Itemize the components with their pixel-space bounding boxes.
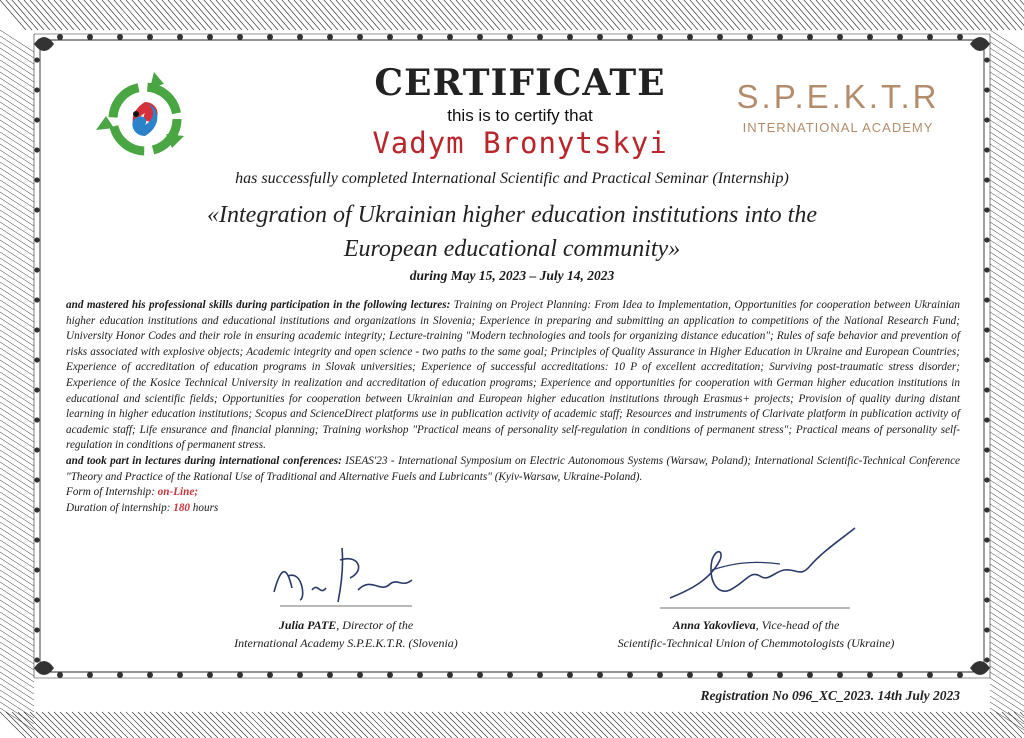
lectures-paragraph: [66, 298, 960, 454]
registration-number: Registration No 096_XC_2023. 14th July 2023: [700, 688, 960, 703]
left-signer: [196, 616, 496, 652]
recycle-arrows-logo-icon: [92, 66, 198, 172]
left-signer-name: Julia PATE: [278, 618, 337, 632]
left-signer-line-1: [196, 616, 496, 634]
duration-value: 180: [173, 501, 190, 514]
right-signer: [586, 616, 926, 652]
right-signer-name: Anna Yakovlieva: [672, 618, 756, 632]
seminar-title-line-1: «Integration of Ukrainian higher education institutions into the: [207, 202, 817, 228]
conferences-paragraph: [66, 454, 960, 485]
certify-line: this is to certify that: [447, 106, 593, 125]
academy-brand: [720, 78, 956, 135]
form-value: on-Line;: [157, 486, 199, 499]
recipient-name: Vadym Bronytskyi: [372, 126, 668, 160]
right-signer-org: Scientific-Technical Union of Chemmotologists (Ukraine): [617, 636, 895, 650]
internship-form: [66, 485, 960, 501]
form-label: Form of Internship:: [66, 486, 155, 499]
academy-name: S.P.E.K.T.R: [736, 78, 940, 115]
internship-duration: [66, 501, 960, 517]
lectures-list: Training on Project Planning: From Idea to Implementation, Opportunities for cooperation between Ukrainian higher education institutions and educational institutions and organizations in Slovenia; Experience in preparing and submitting an application to competitions of the National Research Fund; University Honor Codes and their role in ensuring academic integrity; Lecture-training "Modern technologies and tools for organizing distance education"; Rules of safe behavior and prevention of risks associated with explosive objects; Academic integrity and open science - two paths to the same goal; Principles of Quality Assurance in Higher Education in Ukraine and European Countries; Experience of accreditation of education programs in Slovak universities; Experience of successful accreditations: 10 P of excellent accreditation; Surviving post-traumatic stress disorder; Experience of the Kosice Technical University in realization and accreditation of education programs; Experience and opportunities for cooperation with German higher education institutions in educational and scientific fields; Opportunities for cooperation between Ukrainian and European higher education institutions through Erasmus+ projects; Provision of quality during distant learning in higher education institutions; Scopus and ScienceDirect platforms use in publication activity of academic staff; Resources and instruments of Clarivate platform in publication activity of academic staff; Life ensurance and financial planning; Training workshop "Practical means of personality self-regulation in conditions of permanent stress"; Practical means of personality self-regulation in conditions of permanent stress.: [66, 299, 960, 452]
conferences-list: ISEAS'23 - International Symposium on Electric Autonomous Systems (Warsaw, Poland); International Scientific-Technical Conference "Theory and Practice of the Rational Use of Traditional and Alternative Fuels and Lubricants" (Kyiv-Warsaw, Ukraine-Poland).: [66, 454, 960, 483]
duration-unit: hours: [192, 501, 219, 514]
right-signature-icon: [650, 520, 870, 615]
left-signer-org: International Academy S.P.E.K.T.R. (Slovenia): [234, 636, 458, 650]
certificate-title: CERTIFICATE: [374, 62, 666, 104]
duration-label: Duration of internship:: [66, 501, 171, 514]
conferences-intro: and took part in lectures during international conferences:: [66, 454, 342, 467]
lectures-intro: and mastered his professional skills during participation in the following lectures:: [66, 299, 451, 311]
seminar-title: [100, 198, 924, 266]
left-signature-icon: [262, 540, 432, 610]
right-signer-line-1: [586, 616, 926, 634]
seminar-period: during May 15, 2023 – July 14, 2023: [409, 268, 615, 283]
completion-statement: has successfully completed International Scientific and Practical Seminar (Internship): [235, 170, 789, 187]
right-signer-role: , Vice-head of the: [755, 618, 840, 632]
seminar-title-line-2: European educational community»: [343, 236, 681, 262]
left-signer-role: , Director of the: [336, 618, 414, 632]
certificate-body: [66, 298, 960, 516]
academy-subtitle: INTERNATIONAL ACADEMY: [742, 120, 934, 135]
